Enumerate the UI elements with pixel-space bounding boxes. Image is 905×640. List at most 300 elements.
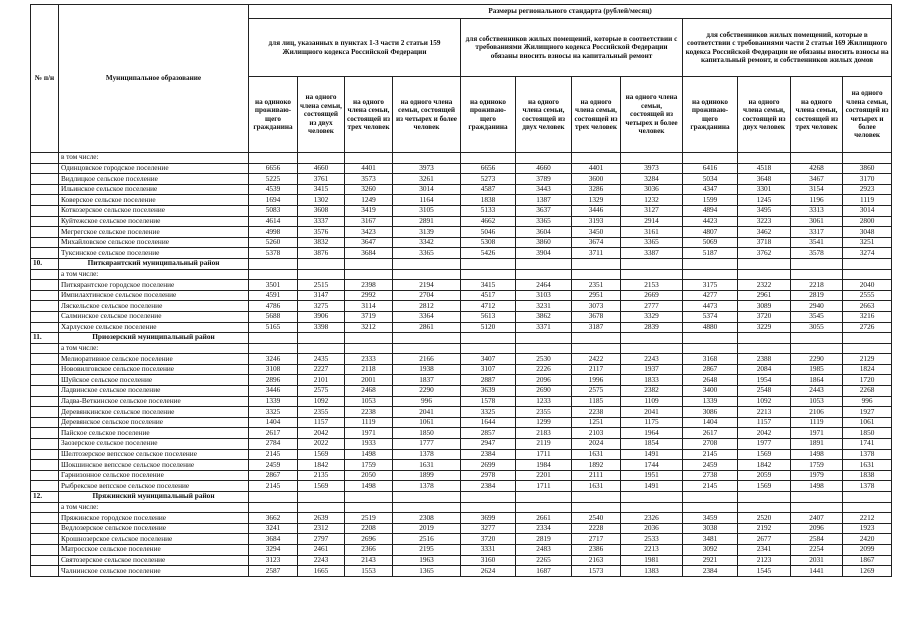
standard-value-cell: 3699 bbox=[461, 513, 516, 524]
empty-cell bbox=[572, 502, 621, 513]
standard-value-cell: 3639 bbox=[461, 386, 516, 397]
header-municipality: Муниципальное образование bbox=[59, 5, 249, 153]
empty-cell bbox=[516, 269, 572, 280]
header-sizes: Размеры регионального стандарта (рублей/месяц) bbox=[249, 5, 892, 19]
standard-value-cell: 2290 bbox=[791, 354, 843, 365]
empty-cell bbox=[249, 492, 298, 503]
standard-value-cell: 1979 bbox=[791, 470, 843, 481]
standard-value-cell: 1899 bbox=[393, 470, 461, 481]
standard-value-cell: 3092 bbox=[683, 544, 738, 555]
standard-value-cell: 2042 bbox=[298, 428, 345, 439]
standard-value-cell: 2322 bbox=[738, 280, 791, 291]
standard-value-cell: 1061 bbox=[393, 417, 461, 428]
standard-value-cell: 2096 bbox=[516, 375, 572, 386]
standard-value-cell: 1631 bbox=[572, 481, 621, 492]
empty-cell bbox=[621, 492, 683, 503]
standard-value-cell: 3719 bbox=[345, 311, 393, 322]
standard-value-cell: 2001 bbox=[345, 375, 393, 386]
standard-value-cell: 5378 bbox=[249, 248, 298, 259]
table-row bbox=[31, 449, 892, 460]
standard-value-cell: 6416 bbox=[683, 163, 738, 174]
standard-value-cell: 2101 bbox=[298, 375, 345, 386]
empty-cell bbox=[461, 343, 516, 354]
municipality-name: Чалнинское сельское поселение bbox=[59, 566, 249, 577]
table-row bbox=[31, 311, 892, 322]
municipality-name: Ладва-Веткинское сельское поселение bbox=[59, 396, 249, 407]
municipality-name: Пайское сельское поселение bbox=[59, 428, 249, 439]
standard-value-cell: 3459 bbox=[683, 513, 738, 524]
standard-value-cell: 1053 bbox=[345, 396, 393, 407]
standard-value-cell: 2914 bbox=[621, 216, 683, 227]
standard-value-cell: 2420 bbox=[843, 534, 892, 545]
empty-cell bbox=[345, 333, 393, 344]
district-number: 12. bbox=[31, 492, 59, 503]
municipality-name: Деревянское сельское поселение bbox=[59, 417, 249, 428]
municipality-name: Михайловское сельское поселение bbox=[59, 237, 249, 248]
standard-value-cell: 2819 bbox=[516, 534, 572, 545]
including-note: в том числе: bbox=[59, 153, 249, 164]
municipality-name: Гарнизонное сельское поселение bbox=[59, 470, 249, 481]
table-row bbox=[31, 280, 892, 291]
standard-value-cell: 4660 bbox=[516, 163, 572, 174]
standard-value-cell: 1569 bbox=[738, 481, 791, 492]
standard-value-cell: 2533 bbox=[621, 534, 683, 545]
standard-value-cell: 4712 bbox=[461, 301, 516, 312]
standard-value-cell: 1984 bbox=[516, 460, 572, 471]
standard-value-cell: 3261 bbox=[393, 174, 461, 185]
standard-value-cell: 1937 bbox=[621, 364, 683, 375]
standard-value-cell: 2726 bbox=[843, 322, 892, 333]
standard-value-cell: 3325 bbox=[461, 407, 516, 418]
row-number-cell bbox=[31, 354, 59, 365]
standard-value-cell: 5133 bbox=[461, 205, 516, 216]
standard-value-cell: 2384 bbox=[683, 566, 738, 577]
standard-value-cell: 1491 bbox=[621, 481, 683, 492]
standard-value-cell: 1498 bbox=[791, 449, 843, 460]
standard-value-cell: 2861 bbox=[393, 322, 461, 333]
empty-cell bbox=[461, 333, 516, 344]
standard-value-cell: 2468 bbox=[345, 386, 393, 397]
table-row bbox=[31, 386, 892, 397]
standard-value-cell: 2143 bbox=[345, 555, 393, 566]
standard-value-cell: 4614 bbox=[249, 216, 298, 227]
standard-value-cell: 2461 bbox=[298, 544, 345, 555]
standard-value-cell: 2024 bbox=[572, 439, 621, 450]
standard-value-cell: 3761 bbox=[298, 174, 345, 185]
standard-value-cell: 2530 bbox=[516, 354, 572, 365]
standard-value-cell: 2867 bbox=[683, 364, 738, 375]
standard-value-cell: 3337 bbox=[298, 216, 345, 227]
standard-value-cell: 3684 bbox=[249, 534, 298, 545]
standard-value-cell: 3274 bbox=[843, 248, 892, 259]
row-number-cell bbox=[31, 481, 59, 492]
header-sub: на одного члена семьи, состоящей из трех человек bbox=[345, 77, 393, 153]
standard-value-cell: 3904 bbox=[516, 248, 572, 259]
empty-cell bbox=[249, 333, 298, 344]
municipality-name: Коткозерское сельское поселение bbox=[59, 205, 249, 216]
standard-value-cell: 1842 bbox=[298, 460, 345, 471]
row-number-cell bbox=[31, 502, 59, 513]
table-row bbox=[31, 216, 892, 227]
empty-cell bbox=[298, 333, 345, 344]
standard-value-cell: 1631 bbox=[572, 449, 621, 460]
standard-value-cell: 2738 bbox=[683, 470, 738, 481]
empty-cell bbox=[738, 502, 791, 513]
standard-value-cell: 2812 bbox=[393, 301, 461, 312]
standard-value-cell: 2226 bbox=[516, 364, 572, 375]
standard-value-cell: 2797 bbox=[298, 534, 345, 545]
district-row bbox=[31, 492, 892, 503]
standard-value-cell: 3481 bbox=[683, 534, 738, 545]
standard-value-cell: 1694 bbox=[249, 195, 298, 206]
standard-value-cell: 3387 bbox=[621, 248, 683, 259]
standard-value-cell: 3608 bbox=[298, 205, 345, 216]
standard-value-cell: 3277 bbox=[461, 523, 516, 534]
standard-value-cell: 5260 bbox=[249, 237, 298, 248]
empty-cell bbox=[249, 153, 298, 164]
municipality-name: Святозерское сельское поселение bbox=[59, 555, 249, 566]
standard-value-cell: 2111 bbox=[572, 470, 621, 481]
standard-value-cell: 1441 bbox=[791, 566, 843, 577]
standard-value-cell: 2129 bbox=[843, 354, 892, 365]
standard-value-cell: 2617 bbox=[249, 428, 298, 439]
standard-value-cell: 2459 bbox=[249, 460, 298, 471]
standard-value-cell: 3212 bbox=[345, 322, 393, 333]
table-row bbox=[31, 460, 892, 471]
empty-cell bbox=[621, 502, 683, 513]
empty-cell bbox=[345, 258, 393, 269]
standard-value-cell: 2708 bbox=[683, 439, 738, 450]
standard-value-cell: 2326 bbox=[621, 513, 683, 524]
standard-value-cell: 2166 bbox=[393, 354, 461, 365]
standard-value-cell: 2483 bbox=[516, 544, 572, 555]
municipality-name: Матросское сельское поселение bbox=[59, 544, 249, 555]
standard-value-cell: 3014 bbox=[843, 205, 892, 216]
standard-value-cell: 2355 bbox=[298, 407, 345, 418]
header-sub: на одиноко проживаю-щего гражданина bbox=[249, 77, 298, 153]
municipality-name: Коверское сельское поселение bbox=[59, 195, 249, 206]
standard-value-cell: 2677 bbox=[738, 534, 791, 545]
standard-value-cell: 1891 bbox=[791, 439, 843, 450]
standard-value-cell: 3860 bbox=[843, 163, 892, 174]
standard-value-cell: 1964 bbox=[621, 428, 683, 439]
standard-value-cell: 1119 bbox=[843, 195, 892, 206]
standard-value-cell: 1569 bbox=[298, 481, 345, 492]
standard-value-cell: 2639 bbox=[298, 513, 345, 524]
standard-value-cell: 2382 bbox=[621, 386, 683, 397]
standard-value-cell: 5069 bbox=[683, 237, 738, 248]
standard-value-cell: 3154 bbox=[791, 184, 843, 195]
municipality-name: Рыбрекское вепсское сельское поселение bbox=[59, 481, 249, 492]
standard-value-cell: 4473 bbox=[683, 301, 738, 312]
table-row bbox=[31, 428, 892, 439]
standard-value-cell: 1864 bbox=[791, 375, 843, 386]
standard-value-cell: 3301 bbox=[738, 184, 791, 195]
standard-value-cell: 2519 bbox=[345, 513, 393, 524]
standard-value-cell: 1824 bbox=[843, 364, 892, 375]
header-group-3: для собственников жилых помещений, которые в соответствии с требованиями части 2 статьи 169 Жилищного кодекса Российской Федерации не обязаны вносить взносы на капитальный ремонт, и собственников жилых домов bbox=[683, 19, 892, 77]
row-number-cell bbox=[31, 269, 59, 280]
municipality-name: Туксинское сельское поселение bbox=[59, 248, 249, 259]
empty-cell bbox=[249, 258, 298, 269]
standard-value-cell: 1498 bbox=[345, 481, 393, 492]
row-number-cell bbox=[31, 322, 59, 333]
empty-cell bbox=[298, 492, 345, 503]
standard-value-cell: 3160 bbox=[461, 555, 516, 566]
standard-value-cell: 5187 bbox=[683, 248, 738, 259]
empty-cell bbox=[738, 153, 791, 164]
empty-cell bbox=[393, 333, 461, 344]
standard-value-cell: 2366 bbox=[345, 544, 393, 555]
standard-value-cell: 3193 bbox=[572, 216, 621, 227]
district-number: 11. bbox=[31, 333, 59, 344]
standard-value-cell: 2443 bbox=[791, 386, 843, 397]
standard-value-cell: 2784 bbox=[249, 439, 298, 450]
municipality-name: Пряжинское городское поселение bbox=[59, 513, 249, 524]
standard-value-cell: 2145 bbox=[683, 481, 738, 492]
municipality-name: Одинцовское городское поселение bbox=[59, 163, 249, 174]
standard-value-cell: 1365 bbox=[393, 566, 461, 577]
standard-value-cell: 1378 bbox=[393, 449, 461, 460]
standard-value-cell: 1339 bbox=[683, 396, 738, 407]
standard-value-cell: 1119 bbox=[791, 417, 843, 428]
standard-value-cell: 3147 bbox=[298, 290, 345, 301]
row-number-cell bbox=[31, 439, 59, 450]
standard-value-cell: 3123 bbox=[249, 555, 298, 566]
empty-cell bbox=[683, 269, 738, 280]
empty-cell bbox=[683, 333, 738, 344]
standard-value-cell: 3325 bbox=[249, 407, 298, 418]
standard-value-cell: 5034 bbox=[683, 174, 738, 185]
standard-value-cell: 5046 bbox=[461, 227, 516, 238]
standard-value-cell: 1711 bbox=[516, 449, 572, 460]
standard-value-cell: 1553 bbox=[345, 566, 393, 577]
empty-cell bbox=[516, 258, 572, 269]
standard-value-cell: 3331 bbox=[461, 544, 516, 555]
empty-cell bbox=[738, 492, 791, 503]
table-row bbox=[31, 566, 892, 577]
standard-value-cell: 996 bbox=[843, 396, 892, 407]
standard-value-cell: 2587 bbox=[249, 566, 298, 577]
standard-value-cell: 5225 bbox=[249, 174, 298, 185]
row-number-cell bbox=[31, 449, 59, 460]
empty-cell bbox=[298, 269, 345, 280]
standard-value-cell: 2228 bbox=[572, 523, 621, 534]
standard-value-cell: 3036 bbox=[621, 184, 683, 195]
standard-value-cell: 2341 bbox=[738, 544, 791, 555]
empty-cell bbox=[572, 153, 621, 164]
standard-value-cell: 2145 bbox=[249, 481, 298, 492]
standard-value-cell: 1299 bbox=[516, 417, 572, 428]
standard-value-cell: 4423 bbox=[683, 216, 738, 227]
row-number-cell bbox=[31, 513, 59, 524]
standard-value-cell: 6656 bbox=[461, 163, 516, 174]
standard-value-cell: 3241 bbox=[249, 523, 298, 534]
standard-value-cell: 3541 bbox=[791, 237, 843, 248]
including-note: а том числе: bbox=[59, 502, 249, 513]
standard-value-cell: 2192 bbox=[738, 523, 791, 534]
empty-cell bbox=[461, 153, 516, 164]
table-row bbox=[31, 523, 892, 534]
standard-value-cell: 3061 bbox=[791, 216, 843, 227]
standard-value-cell: 1777 bbox=[393, 439, 461, 450]
standard-value-cell: 2059 bbox=[738, 470, 791, 481]
standard-value-cell: 1378 bbox=[393, 481, 461, 492]
empty-cell bbox=[249, 269, 298, 280]
table-row bbox=[31, 513, 892, 524]
municipality-name: Салминское сельское поселение bbox=[59, 311, 249, 322]
row-number-cell bbox=[31, 534, 59, 545]
row-number-cell bbox=[31, 237, 59, 248]
row-number-cell bbox=[31, 290, 59, 301]
district-number: 10. bbox=[31, 258, 59, 269]
standard-value-cell: 3674 bbox=[572, 237, 621, 248]
standard-value-cell: 2084 bbox=[738, 364, 791, 375]
standard-value-cell: 2195 bbox=[393, 544, 461, 555]
standard-value-cell: 3400 bbox=[683, 386, 738, 397]
standard-value-cell: 1196 bbox=[791, 195, 843, 206]
standard-value-cell: 4660 bbox=[298, 163, 345, 174]
header-group-1: для лиц, указанных в пунктах 1-3 части 2 статьи 159 Жилищного кодекса Российской Федерации bbox=[249, 19, 461, 77]
standard-value-cell: 3371 bbox=[516, 322, 572, 333]
empty-cell bbox=[393, 343, 461, 354]
table-row bbox=[31, 322, 892, 333]
standard-value-cell: 3127 bbox=[621, 205, 683, 216]
standard-value-cell: 2050 bbox=[345, 470, 393, 481]
standard-value-cell: 1157 bbox=[738, 417, 791, 428]
table-row bbox=[31, 470, 892, 481]
standard-value-cell: 1164 bbox=[393, 195, 461, 206]
table-row bbox=[31, 354, 892, 365]
municipality-name: Видлицкое сельское поселение bbox=[59, 174, 249, 185]
standard-value-cell: 4268 bbox=[791, 163, 843, 174]
municipality-name: Харлуское сельское поселение bbox=[59, 322, 249, 333]
subtotal-note-row bbox=[31, 153, 892, 164]
standard-value-cell: 3216 bbox=[843, 311, 892, 322]
header-sub: на одиноко проживаю-щего гражданина bbox=[461, 77, 516, 153]
empty-cell bbox=[461, 502, 516, 513]
standard-value-cell: 3073 bbox=[572, 301, 621, 312]
standard-value-cell: 1971 bbox=[345, 428, 393, 439]
standard-value-cell: 3246 bbox=[249, 354, 298, 365]
standard-value-cell: 1854 bbox=[621, 439, 683, 450]
standard-value-cell: 1833 bbox=[621, 375, 683, 386]
municipality-name: Шелтозерское вепсское сельское поселение bbox=[59, 449, 249, 460]
standard-value-cell: 1491 bbox=[621, 449, 683, 460]
municipality-name: Ладвинское сельское поселение bbox=[59, 386, 249, 397]
regional-standard-sheet bbox=[30, 4, 892, 636]
standard-value-cell: 3443 bbox=[516, 184, 572, 195]
standard-value-cell: 3114 bbox=[345, 301, 393, 312]
municipality-name: Мелиоративное сельское поселение bbox=[59, 354, 249, 365]
standard-value-cell: 1302 bbox=[298, 195, 345, 206]
standard-value-cell: 4662 bbox=[461, 216, 516, 227]
row-number-cell bbox=[31, 205, 59, 216]
standard-value-cell: 3678 bbox=[572, 311, 621, 322]
standard-value-cell: 1938 bbox=[393, 364, 461, 375]
table-row bbox=[31, 375, 892, 386]
standard-value-cell: 4786 bbox=[249, 301, 298, 312]
standard-value-cell: 3573 bbox=[345, 174, 393, 185]
standard-value-cell: 2516 bbox=[393, 534, 461, 545]
standard-value-cell: 2515 bbox=[298, 280, 345, 291]
empty-cell bbox=[738, 258, 791, 269]
row-number-cell bbox=[31, 417, 59, 428]
standard-value-cell: 3446 bbox=[249, 386, 298, 397]
standard-value-cell: 1157 bbox=[298, 417, 345, 428]
standard-value-cell: 5426 bbox=[461, 248, 516, 259]
standard-value-cell: 4347 bbox=[683, 184, 738, 195]
standard-value-cell: 2584 bbox=[791, 534, 843, 545]
standard-value-cell: 2992 bbox=[345, 290, 393, 301]
standard-value-cell: 2690 bbox=[516, 386, 572, 397]
row-number-cell bbox=[31, 566, 59, 577]
standard-value-cell: 3229 bbox=[738, 322, 791, 333]
standard-value-cell: 3365 bbox=[393, 248, 461, 259]
municipality-name: Питкярантское городское поселение bbox=[59, 280, 249, 291]
standard-value-cell: 4880 bbox=[683, 322, 738, 333]
standard-value-cell: 4401 bbox=[345, 163, 393, 174]
empty-cell bbox=[683, 258, 738, 269]
standard-value-cell: 5165 bbox=[249, 322, 298, 333]
table-row bbox=[31, 534, 892, 545]
standard-value-cell: 3286 bbox=[572, 184, 621, 195]
empty-cell bbox=[393, 502, 461, 513]
standard-value-cell: 3415 bbox=[461, 280, 516, 291]
standard-value-cell: 2384 bbox=[461, 449, 516, 460]
subtotal-note-row bbox=[31, 343, 892, 354]
empty-cell bbox=[791, 269, 843, 280]
empty-cell bbox=[621, 333, 683, 344]
standard-value-cell: 5688 bbox=[249, 311, 298, 322]
standard-value-cell: 3501 bbox=[249, 280, 298, 291]
standard-value-cell: 1744 bbox=[621, 460, 683, 471]
standard-value-cell: 996 bbox=[393, 396, 461, 407]
empty-cell bbox=[572, 269, 621, 280]
standard-value-cell: 3906 bbox=[298, 311, 345, 322]
standard-value-cell: 1923 bbox=[843, 523, 892, 534]
row-number-cell bbox=[31, 227, 59, 238]
empty-cell bbox=[572, 492, 621, 503]
standard-value-cell: 2575 bbox=[298, 386, 345, 397]
municipality-name: Деревянкинское сельское поселение bbox=[59, 407, 249, 418]
standard-value-cell: 2238 bbox=[572, 407, 621, 418]
empty-cell bbox=[516, 502, 572, 513]
standard-value-cell: 2213 bbox=[738, 407, 791, 418]
header-sub: на одного члена семьи, состоящей из четырех и более человек bbox=[393, 77, 461, 153]
municipality-name: Ведлозерское сельское поселение bbox=[59, 523, 249, 534]
standard-value-cell: 1981 bbox=[621, 555, 683, 566]
standard-value-cell: 2312 bbox=[298, 523, 345, 534]
standard-value-cell: 3103 bbox=[516, 290, 572, 301]
standard-value-cell: 2153 bbox=[621, 280, 683, 291]
table-body bbox=[31, 153, 892, 577]
empty-cell bbox=[791, 333, 843, 344]
standard-value-cell: 3762 bbox=[738, 248, 791, 259]
standard-value-cell: 2254 bbox=[791, 544, 843, 555]
standard-value-cell: 1927 bbox=[843, 407, 892, 418]
empty-cell bbox=[791, 153, 843, 164]
empty-cell bbox=[843, 153, 892, 164]
empty-cell bbox=[738, 269, 791, 280]
row-number-cell bbox=[31, 407, 59, 418]
header-sub: на одного члена семьи, состоящей из четырех и более человек bbox=[621, 77, 683, 153]
standard-value-cell: 1185 bbox=[572, 396, 621, 407]
standard-value-cell: 2218 bbox=[791, 280, 843, 291]
table-row bbox=[31, 407, 892, 418]
standard-value-cell: 3170 bbox=[843, 174, 892, 185]
empty-cell bbox=[461, 258, 516, 269]
